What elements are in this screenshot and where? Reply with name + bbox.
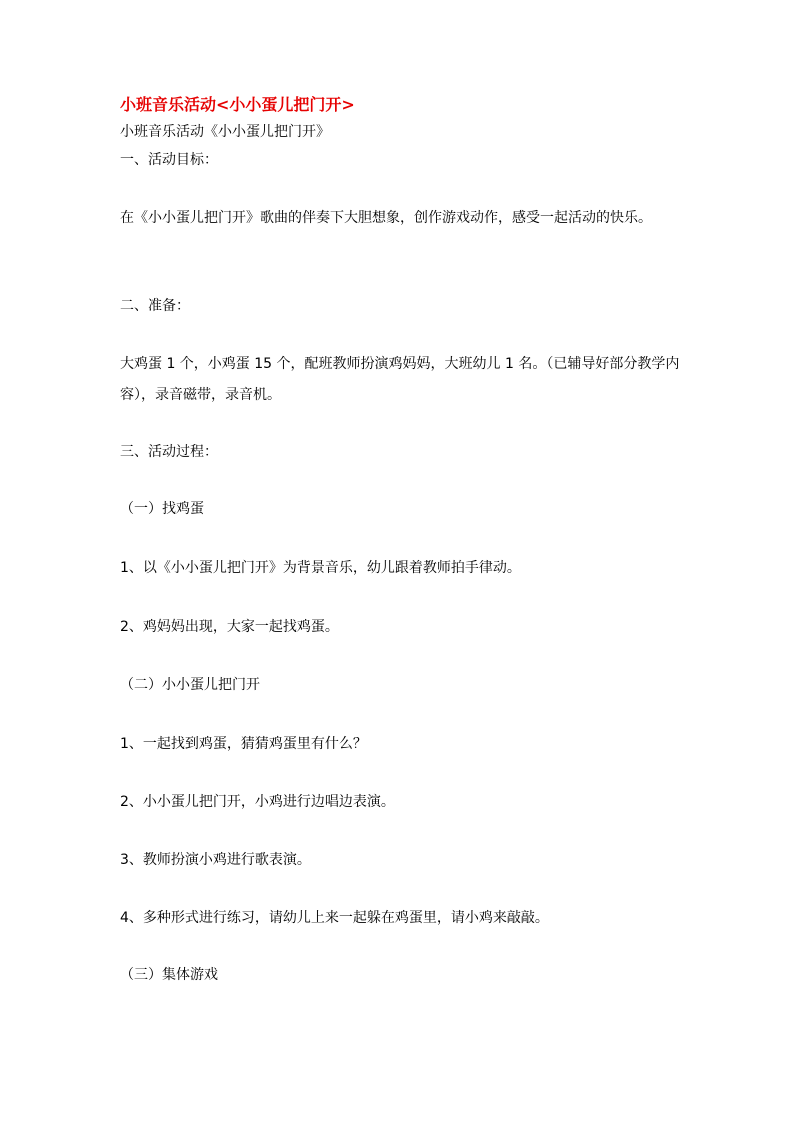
document-title: 小班音乐活动<小小蛋儿把门开>	[120, 95, 355, 114]
section-heading-process: 三、活动过程：	[120, 444, 218, 460]
paragraph-goals: 在《小小蛋儿把门开》歌曲的伴奏下大胆想象，创作游戏动作，感受一起活动的快乐。	[120, 210, 652, 226]
paragraph-preparation: 大鸡蛋 1 个，小鸡蛋 15 个，配班教师扮演鸡妈妈，大班幼儿 1 名。（已辅导好部分教学内容），录音磁带，录音机。	[120, 356, 680, 403]
list-item: 1、以《小小蛋儿把门开》为背景音乐，幼儿跟着教师拍手律动。	[120, 560, 521, 576]
list-item: 2、小小蛋儿把门开，小鸡进行边唱边表演。	[120, 794, 395, 810]
list-item: 1、一起找到鸡蛋，猜猜鸡蛋里有什么？	[120, 736, 367, 752]
document-subtitle: 小班音乐活动《小小蛋儿把门开》	[120, 124, 330, 140]
section-heading-preparation: 二、准备：	[120, 298, 190, 314]
list-item: 3、教师扮演小鸡进行歌表演。	[120, 852, 311, 868]
section-heading-goals: 一、活动目标：	[120, 152, 218, 168]
part-heading-find-eggs: （一）找鸡蛋	[120, 501, 204, 517]
list-item: 4、多种形式进行练习，请幼儿上来一起躲在鸡蛋里，请小鸡来敲敲。	[120, 910, 549, 926]
part-heading-group-game: （三）集体游戏	[120, 967, 218, 983]
list-item: 2、鸡妈妈出现，大家一起找鸡蛋。	[120, 619, 339, 635]
part-heading-open-door: （二）小小蛋儿把门开	[120, 677, 260, 693]
